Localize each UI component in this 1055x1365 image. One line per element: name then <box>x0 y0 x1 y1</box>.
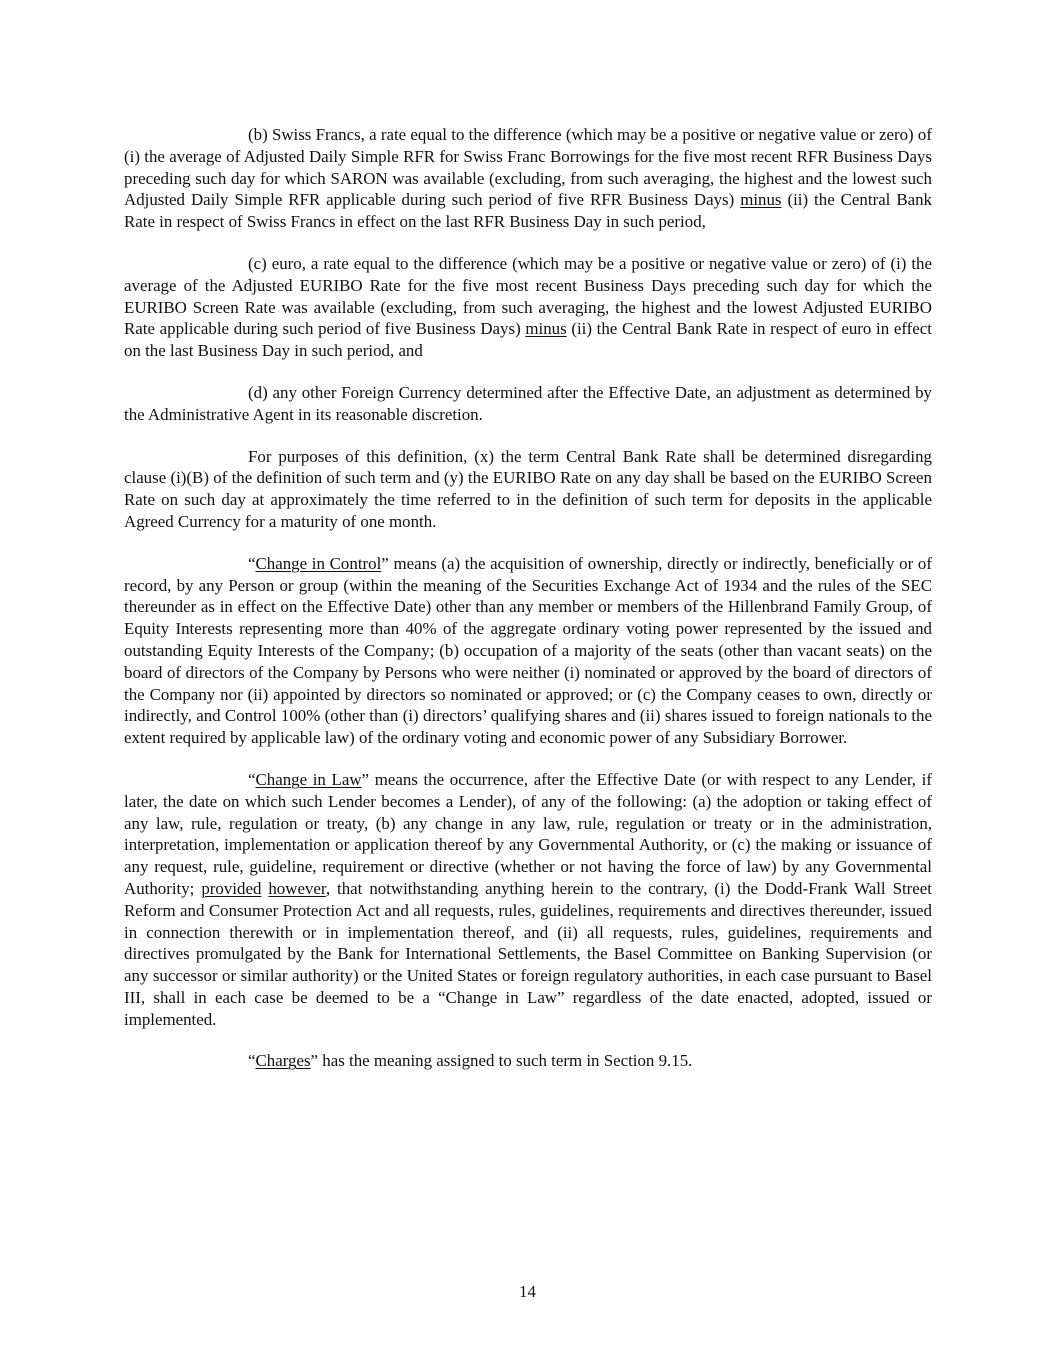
paragraph-purposes-of-definition <box>124 446 932 533</box>
underlined-term-however: however <box>268 878 326 898</box>
page-number: 14 <box>519 1282 536 1301</box>
defined-term-charges: Charges <box>255 1051 311 1071</box>
paragraph-swiss-francs <box>124 124 932 233</box>
paragraph-euro <box>124 253 932 362</box>
document-body <box>124 124 932 1092</box>
defined-term-change-in-control: Change in Control <box>255 553 382 573</box>
underlined-term-provided: provided <box>201 878 262 898</box>
underlined-term-minus: minus <box>525 319 567 339</box>
text-run: ” means the occurrence, after the Effective Date (or with respect to any Lender, if later, the date on which such Lender becomes a Lender), of any of the following: (a) the adoption or taking effect of any law, rule, regulation or treaty, (b) any change in any law, rule, regulation or treaty or in the administration, interpretation, implementation or application thereof by any Governmental Authority, or (c) the making or issuance of any request, rule, guideline, requirement or directive (whether or not having the force of law) by any Governmental Authority; <box>124 769 932 898</box>
text-run: For purposes of this definition, (x) the term Central Bank Rate shall be determined disregarding clause (i)(B) of the definition of such term and (y) the EURIBO Rate on any day shall be based on the EURIBO Screen Rate on such day at approximately the time referred to in the definition of such term for deposits in the applicable Agreed Currency for a maturity of one month. <box>124 446 932 531</box>
paragraph-other-foreign-currency <box>124 382 932 426</box>
paragraph-charges <box>124 1050 932 1072</box>
paragraph-change-in-control <box>124 553 932 749</box>
paragraph-change-in-law <box>124 769 932 1031</box>
text-run: ” means (a) the acquisition of ownership, directly or indirectly, beneficially or of record, by any Person or group (within the meaning of the Securities Exchange Act of 1934 and the rules of the SEC thereunder as in effect on the Effective Date) other than any member or members of the Hillenbrand Family Group, of Equity Interests representing more than 40% of the aggregate ordinary voting power represented by the issued and outstanding Equity Interests of the Company; (b) occupation of a majority of the seats (other than vacant seats) on the board of directors of the Company by Persons who were neither (i) nominated or approved by the board of directors of the Company nor (ii) appointed by directors so nominated or approved; or (c) the Company ceases to own, directly or indirectly, and Control 100% (other than (i) directors’ qualifying shares and (ii) shares issued to foreign nationals to the extent required by applicable law) of the ordinary voting and economic power of any Subsidiary Borrower. <box>124 553 932 748</box>
underlined-term-minus: minus <box>740 190 782 210</box>
text-run: (c) euro, a rate equal to the difference (which may be a positive or negative value or zero) of (i) the average of the Adjusted EURIBO Rate for the five most recent Business Days preceding such day for which the EURIBO Screen Rate was available (excluding, from such averaging, the highest and the lowest Adjusted EURIBO Rate applicable during such period of five Business Days) <box>124 253 932 339</box>
text-run: (d) any other Foreign Currency determined after the Effective Date, an adjustment as determined by the Administrative Agent in its reasonable discretion. <box>124 382 932 424</box>
text-run: “ <box>248 769 256 789</box>
text-run: “ <box>248 1051 256 1071</box>
defined-term-change-in-law: Change in Law <box>255 769 362 789</box>
text-run: (ii) the Central Bank Rate in respect of euro in effect on the last Business Day in such period, and <box>124 319 932 361</box>
text-run: (ii) the Central Bank Rate in respect of Swiss Francs in effect on the last RFR Business Day in such period, <box>124 190 933 232</box>
text-run: , that notwithstanding anything herein to the contrary, (i) the Dodd-Frank Wall Street Reform and Consumer Protection Act and all requests, rules, guidelines, requirements and directives thereunder, issued in connection therewith or in implementation thereof, and (ii) all requests, rules, guidelines, requirements and directives promulgated by the Bank for International Settlements, the Basel Committee on Banking Supervision (or any successor or similar authority) or the United States or foreign regulatory authorities, in each case pursuant to Basel III, shall in each case be deemed to be a “Change in Law” regardless of the date enacted, adopted, issued or implemented. <box>124 878 932 1029</box>
text-run: “ <box>248 553 256 573</box>
text-run: ” has the meaning assigned to such term in Section 9.15. <box>310 1051 693 1071</box>
text-run: (b) Swiss Francs, a rate equal to the difference (which may be a positive or negative value or zero) of (i) the average of Adjusted Daily Simple RFR for Swiss Franc Borrowings for the five most recent RFR Business Days preceding such day for which SARON was available (excluding, from such averaging, the highest and the lowest such Adjusted Daily Simple RFR applicable during such period of five RFR Business Days) <box>124 125 932 210</box>
